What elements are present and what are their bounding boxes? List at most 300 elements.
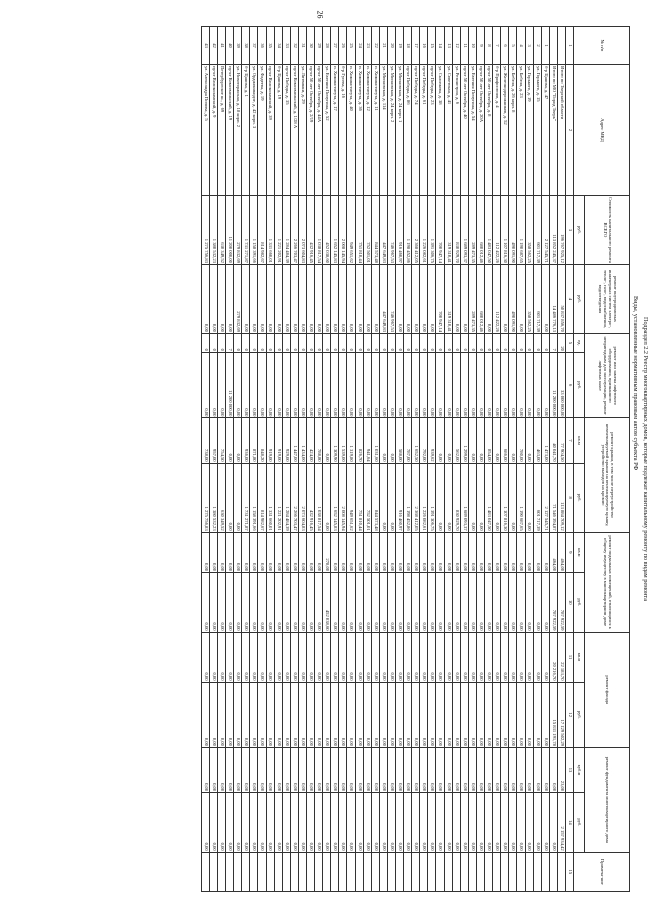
row-internal-systems: 112 422,26	[493, 264, 501, 333]
row-address: Итого по Тверской области	[557, 65, 565, 196]
unit-cell: ед.	[574, 333, 585, 352]
row-foundation-volume: 0,00	[485, 747, 493, 792]
row-elevator-cost: 0,00	[436, 352, 444, 417]
row-internal-systems: 0,00	[315, 264, 323, 333]
row-facade-area: 0,00	[201, 632, 209, 682]
row-elevator-count: 7	[226, 333, 234, 352]
row-number: 4	[517, 27, 525, 65]
table-row	[298, 27, 306, 892]
row-note	[476, 852, 484, 891]
row-elevator-cost: 0,00	[501, 352, 509, 417]
row-facade-area: 0,00	[444, 632, 452, 682]
row-roof-area: 941,64	[363, 418, 371, 463]
row-facade-cost: 0,00	[282, 682, 290, 747]
row-facade-area: 0,00	[234, 632, 242, 682]
row-number: 24	[355, 27, 363, 65]
row-total-cost: 112 422,26	[493, 195, 501, 264]
row-total-cost: 752 501,01	[363, 195, 371, 264]
header-num: № п/п	[574, 27, 630, 65]
row-number: 17	[412, 27, 420, 65]
row-foundation-volume: 0,00	[396, 747, 404, 792]
row-basement-area: 0,00	[379, 532, 387, 572]
row-note	[444, 852, 452, 891]
row-facade-cost: 0,00	[201, 682, 209, 747]
row-total-cost: 1 331 660,01	[266, 195, 274, 264]
row-number: 22	[371, 27, 379, 65]
table-row	[371, 27, 379, 892]
row-basement-cost: 0,00	[217, 573, 225, 632]
row-roof-cost: 2 008 145,94	[339, 463, 347, 532]
row-foundation-volume: 0,00	[452, 747, 460, 792]
row-roof-area: 826,70	[355, 418, 363, 463]
row-note	[298, 852, 306, 891]
row-facade-cost: 0,00	[242, 682, 250, 747]
row-facade-cost: 0,00	[266, 682, 274, 747]
row-elevator-cost: 0,00	[428, 352, 436, 417]
row-elevator-count: 0	[331, 333, 339, 352]
row-roof-area: 792,00	[420, 418, 428, 463]
row-internal-systems: 0,00	[323, 264, 331, 333]
table-total-row	[549, 27, 557, 892]
row-internal-systems: 0,00	[396, 264, 404, 333]
row-number: 18	[404, 27, 412, 65]
row-facade-area: 0,00	[517, 632, 525, 682]
row-elevator-count: 0	[379, 333, 387, 352]
row-number: 28	[323, 27, 331, 65]
row-foundation-cost: 0,00	[428, 793, 436, 852]
row-address: пр-кт Комсомольский, д. 1/28 А	[290, 65, 298, 196]
column-number: 3	[566, 195, 574, 264]
row-address: б-р Гусева, д. 16	[339, 65, 347, 196]
row-facade-area: 0,00	[347, 632, 355, 682]
row-total-cost: 319 310,41	[444, 195, 452, 264]
row-address: б-р Цанова, д. 19	[274, 65, 282, 196]
row-foundation-cost: 0,00	[226, 793, 234, 852]
unit-cell: кв.м	[574, 418, 585, 463]
row-internal-systems: 279 832,69	[234, 264, 242, 333]
row-foundation-cost: 0,00	[274, 793, 282, 852]
row-roof-cost: 752 501,01	[363, 463, 371, 532]
row-total-cost: 1 107 816,30	[501, 195, 509, 264]
row-number: 14	[436, 27, 444, 65]
header-internal-systems: ремонт внутридомовых инженерных систем электро-, тепло-, газо-, водоснабжения, водоотведения	[585, 264, 630, 333]
row-basement-area: 0,00	[428, 532, 436, 572]
row-roof-area: 957,00	[209, 418, 217, 463]
table-row	[217, 27, 225, 892]
row-total-cost: 680 012,46	[476, 195, 484, 264]
row-foundation-volume: 0,00	[444, 747, 452, 792]
header-total-cost: Стоимость капитального ремонта ВСЕГО	[585, 195, 630, 264]
row-elevator-cost: 0,00	[250, 352, 258, 417]
row-roof-cost: 0,00	[476, 463, 484, 532]
row-internal-systems: 0,00	[517, 264, 525, 333]
row-facade-area: 0,00	[428, 632, 436, 682]
table-row	[290, 27, 298, 892]
row-basement-area: 0,00	[468, 532, 476, 572]
row-roof-cost: 1 038 817,54	[315, 463, 323, 532]
row-note	[250, 852, 258, 891]
row-address: ул. Евгения Пичугина, д. 54	[468, 65, 476, 196]
row-internal-systems: 0,00	[201, 264, 209, 333]
row-address: п. Химинститута, д. 36	[355, 65, 363, 196]
table-row	[250, 27, 258, 892]
row-address: пр-кт 50 лет Октября, д. 8	[485, 65, 493, 196]
row-internal-systems: 447 649,83	[379, 264, 387, 333]
unit-cell: куб.м	[574, 747, 585, 792]
row-foundation-cost: 0,00	[242, 793, 250, 852]
row-number: 13	[444, 27, 452, 65]
row-note	[420, 852, 428, 891]
row-facade-cost: 0,00	[509, 682, 517, 747]
row-internal-systems: 0,00	[347, 264, 355, 333]
row-facade-area: 0,00	[387, 632, 395, 682]
row-internal-systems: 0,00	[371, 264, 379, 333]
row-total-cost: 196 767 925,12	[557, 195, 565, 264]
table-row	[428, 27, 436, 892]
row-address: ул. Склизкова, д. 38	[436, 65, 444, 196]
row-roof-cost: 1 226 082,61	[420, 463, 428, 532]
row-number: 31	[298, 27, 306, 65]
row-elevator-cost: 0,00	[525, 352, 533, 417]
row-total-cost: 1 380 532,23	[209, 195, 217, 264]
table-row	[274, 27, 282, 892]
row-internal-systems: 0,00	[217, 264, 225, 333]
row-internal-systems: 0,00	[242, 264, 250, 333]
unit-cell: руб.	[574, 352, 585, 417]
row-elevator-cost: 0,00	[290, 352, 298, 417]
row-basement-area: 0,00	[282, 532, 290, 572]
row-elevator-count: 0	[501, 333, 509, 352]
table-row	[347, 27, 355, 892]
row-basement-area: 0,00	[509, 532, 517, 572]
row-internal-systems: 0,00	[298, 264, 306, 333]
row-basement-cost: 0,00	[274, 573, 282, 632]
row-facade-area: 0,00	[258, 632, 266, 682]
row-total-cost: 746 967,53	[387, 195, 395, 264]
row-address: ул. Евгения Пичугина, д. 52	[323, 65, 331, 196]
row-elevator-count: 0	[298, 333, 306, 352]
row-number: 25	[347, 27, 355, 65]
row-basement-area: 0,00	[226, 532, 234, 572]
row-foundation-volume: 0,00	[412, 747, 420, 792]
row-facade-cost: 0,00	[307, 682, 315, 747]
row-number: 26	[339, 27, 347, 65]
row-address: ул. Московская, д. 24 корп. 1	[396, 65, 404, 196]
row-basement-cost: 0,00	[396, 573, 404, 632]
row-total-cost: 432 916,45	[307, 195, 315, 264]
row-number: 7	[493, 27, 501, 65]
row-address: пр-кт Победы, д. 61	[420, 65, 428, 196]
row-foundation-cost: 0,00	[355, 793, 363, 852]
row-internal-systems: 746 967,53	[387, 264, 395, 333]
row-internal-systems: 0,00	[250, 264, 258, 333]
row-foundation-volume: 23,00	[557, 747, 565, 792]
row-number: 1	[541, 27, 549, 65]
row-note	[501, 852, 509, 891]
row-roof-area: 780,00	[517, 418, 525, 463]
row-basement-cost: 0,00	[501, 573, 509, 632]
row-foundation-volume: 0,00	[387, 747, 395, 792]
row-basement-cost: 0,00	[517, 573, 525, 632]
row-elevator-cost: 0,00	[258, 352, 266, 417]
row-basement-cost: 0,00	[315, 573, 323, 632]
row-roof-cost: 1 107 816,30	[501, 463, 509, 532]
row-facade-cost: 0,00	[315, 682, 323, 747]
row-roof-cost: 601 717,39	[533, 463, 541, 532]
row-roof-area: 871,80	[250, 418, 258, 463]
row-roof-cost: 1 483 047,50	[485, 463, 493, 532]
row-basement-cost: 0,00	[404, 573, 412, 632]
column-number: 9	[566, 532, 574, 572]
row-roof-area: 787,00	[404, 418, 412, 463]
row-basement-cost: 0,00	[234, 573, 242, 632]
row-note	[557, 852, 565, 891]
row-facade-area: 0,00	[436, 632, 444, 682]
row-internal-systems: 0,00	[460, 264, 468, 333]
row-number: 3	[525, 27, 533, 65]
row-facade-area: 0,00	[371, 632, 379, 682]
row-facade-area: 0,00	[226, 632, 234, 682]
row-facade-area: 0,00	[363, 632, 371, 682]
row-total-cost: 1 284 484,39	[282, 195, 290, 264]
row-foundation-volume: 0,00	[420, 747, 428, 792]
row-facade-area: 0,00	[355, 632, 363, 682]
row-basement-area: 0,00	[250, 532, 258, 572]
row-foundation-volume: 0,00	[323, 747, 331, 792]
row-roof-area: 1 031,60	[371, 418, 379, 463]
row-roof-area: 1 473,00	[541, 418, 549, 463]
row-elevator-cost: 0,00	[274, 352, 282, 417]
row-foundation-cost: 0,00	[258, 793, 266, 852]
row-foundation-cost: 0,00	[250, 793, 258, 852]
row-roof-cost: 432 916,45	[307, 463, 315, 532]
table-row	[387, 27, 395, 892]
row-facade-area: 0,00	[315, 632, 323, 682]
row-basement-cost: 0,00	[444, 573, 452, 632]
row-internal-systems: 14 486 776,13	[549, 264, 557, 333]
column-number: 8	[566, 463, 574, 532]
row-internal-systems: 0,00	[282, 264, 290, 333]
row-roof-area: 919,00	[274, 418, 282, 463]
row-facade-area: 0,00	[331, 632, 339, 682]
row-internal-systems: 0,00	[541, 264, 549, 333]
row-address: ул. Резинстроя, д. 6	[452, 65, 460, 196]
row-note	[234, 852, 242, 891]
row-basement-area: 0,00	[412, 532, 420, 572]
row-internal-systems: 0,00	[274, 264, 282, 333]
row-number: 42	[209, 27, 217, 65]
row-roof-cost: 2 266 703,47	[290, 463, 298, 532]
row-number: 36	[258, 27, 266, 65]
row-total-cost: 1 652 145,83	[331, 195, 339, 264]
row-roof-cost: 1 190 687,65	[517, 463, 525, 532]
row-internal-systems: 0,00	[258, 264, 266, 333]
row-number: 35	[266, 27, 274, 65]
row-address: пр-кт 50 лет Октября, д. 20А	[476, 65, 484, 196]
row-foundation-volume: 0,00	[355, 747, 363, 792]
row-foundation-cost: 0,00	[234, 793, 242, 852]
row-facade-area: 0,00	[541, 632, 549, 682]
row-elevator-count: 0	[290, 333, 298, 352]
header-roof: ремонт крыши, в том числе переустройство невентилируемой крыши на вентилируемую крышу, устройство выходов на кровлю	[585, 418, 630, 532]
row-basement-area: 0,00	[485, 532, 493, 572]
row-roof-area: 463,00	[533, 418, 541, 463]
row-note	[460, 852, 468, 891]
row-basement-cost: 0,00	[242, 573, 250, 632]
row-elevator-cost: 0,00	[420, 352, 428, 417]
row-note	[226, 852, 234, 891]
row-basement-area: 0,00	[501, 532, 509, 572]
row-facade-area: 0,00	[476, 632, 484, 682]
row-foundation-volume: 0,00	[242, 747, 250, 792]
header-note: Примеча-ние	[574, 852, 630, 891]
row-elevator-cost: 0,00	[387, 352, 395, 417]
row-address: б-р Цанова, д. 1	[242, 65, 250, 196]
row-roof-cost: 1 689 093,37	[460, 463, 468, 532]
row-internal-systems: 0,00	[290, 264, 298, 333]
row-total-cost: 1 158 391,66	[250, 195, 258, 264]
row-facade-cost: 0,00	[468, 682, 476, 747]
row-address: ул. Бебеля, д. 23	[517, 65, 525, 196]
row-address: пр-кт 50 лет Октября, д. 2/19	[307, 65, 315, 196]
row-total-cost: 2 368 412,05	[412, 195, 420, 264]
row-roof-area: 0,00	[379, 418, 387, 463]
row-foundation-volume: 0,00	[274, 747, 282, 792]
row-facade-area: 22 183,70	[557, 632, 565, 682]
row-internal-systems: 289 473,35	[468, 264, 476, 333]
unit-cell: руб.	[574, 793, 585, 852]
row-basement-area: 0,00	[493, 532, 501, 572]
row-basement-area: 0,00	[371, 532, 379, 572]
row-basement-cost: 0,00	[201, 573, 209, 632]
row-internal-systems: 0,00	[485, 264, 493, 333]
table-row	[436, 27, 444, 892]
row-foundation-volume: 0,00	[371, 747, 379, 792]
row-facade-cost: 0,00	[501, 682, 509, 747]
row-total-cost: 2 008 145,94	[339, 195, 347, 264]
row-number: 16	[420, 27, 428, 65]
row-basement-area: 0,00	[347, 532, 355, 572]
table-row	[396, 27, 404, 892]
row-basement-area: 0,00	[217, 532, 225, 572]
row-elevator-cost: 0,00	[517, 352, 525, 417]
column-number: 14	[566, 793, 574, 852]
row-total-cost: 279 832,69	[234, 195, 242, 264]
row-roof-area: 0,00	[234, 418, 242, 463]
row-basement-cost: 0,00	[525, 573, 533, 632]
row-foundation-cost: 0,00	[217, 793, 225, 852]
row-total-cost: 916 460,97	[396, 195, 404, 264]
table-row	[201, 27, 209, 892]
row-note	[331, 852, 339, 891]
row-roof-area: 0,00	[444, 418, 452, 463]
row-note	[404, 852, 412, 891]
row-note	[339, 852, 347, 891]
row-number: 9	[476, 27, 484, 65]
unit-cell: кв.м	[574, 632, 585, 682]
table-row	[525, 27, 533, 892]
row-address: б-р Цанова, д. 47	[541, 65, 549, 196]
row-basement-cost: 787 922,59	[549, 573, 557, 632]
row-foundation-volume: 0,00	[404, 747, 412, 792]
row-total-cost: 1 275 756,83	[201, 195, 209, 264]
unit-cell: руб.	[574, 463, 585, 532]
row-foundation-volume: 0,00	[379, 747, 387, 792]
row-elevator-count: 0	[307, 333, 315, 352]
row-foundation-cost: 0,00	[436, 793, 444, 852]
row-number: 34	[274, 27, 282, 65]
row-total-cost: 700 947,14	[436, 195, 444, 264]
row-basement-cost: 0,00	[355, 573, 363, 632]
row-total-cost: 289 473,35	[468, 195, 476, 264]
row-roof-cost: 830 929,70	[452, 463, 460, 532]
row-note	[485, 852, 493, 891]
row-address: ул. Горького, д. 19	[525, 65, 533, 196]
row-foundation-volume: 0,00	[298, 747, 306, 792]
table-row	[234, 27, 242, 892]
row-foundation-cost: 0,00	[298, 793, 306, 852]
header-address: Адрес МКД	[574, 65, 630, 196]
row-note	[363, 852, 371, 891]
row-total-cost: 113 852 245,37	[549, 195, 557, 264]
row-facade-cost: 0,00	[476, 682, 484, 747]
row-foundation-cost: 0,00	[379, 793, 387, 852]
unit-cell: руб.	[574, 195, 585, 264]
row-elevator-cost: 0,00	[468, 352, 476, 417]
row-number: 8	[485, 27, 493, 65]
row-elevator-cost: 0,00	[315, 352, 323, 417]
row-basement-cost: 0,00	[420, 573, 428, 632]
row-foundation-volume: 0,00	[533, 747, 541, 792]
row-internal-systems: 0,00	[420, 264, 428, 333]
row-note	[493, 852, 501, 891]
unit-cell: руб.	[574, 573, 585, 632]
row-roof-cost: 1 380 532,23	[209, 463, 217, 532]
row-elevator-cost: 0,00	[201, 352, 209, 417]
row-facade-area: 0,00	[525, 632, 533, 682]
row-elevator-cost: 0,00	[298, 352, 306, 417]
unit-cell: руб.	[574, 682, 585, 747]
row-roof-cost: 0,00	[323, 463, 331, 532]
table-row	[452, 27, 460, 892]
row-elevator-count: 0	[404, 333, 412, 352]
row-number: 33	[282, 27, 290, 65]
row-roof-area: 686,00	[501, 418, 509, 463]
page-number: 26	[315, 10, 325, 19]
row-elevator-count: 0	[428, 333, 436, 352]
row-foundation-cost: 0,00	[476, 793, 484, 852]
table-row	[339, 27, 347, 892]
row-basement-cost: 0,00	[266, 573, 274, 632]
row-total-cost: 601 717,39	[533, 195, 541, 264]
row-foundation-volume: 0,00	[517, 747, 525, 792]
row-basement-cost: 0,00	[493, 573, 501, 632]
row-elevator-count: 20	[557, 333, 565, 352]
row-number: 30	[307, 27, 315, 65]
row-elevator-cost: 0,00	[282, 352, 290, 417]
row-address: ул. Советская, д. 41	[444, 65, 452, 196]
row-note	[323, 852, 331, 891]
header-basement: ремонт подвальных помещений, относящихся к общему имуществу в многоквартирном доме	[585, 532, 630, 632]
registry-table	[201, 26, 630, 892]
row-internal-systems: 0,00	[307, 264, 315, 333]
row-total-cost: 949 651,62	[347, 195, 355, 264]
row-basement-area: 0,00	[444, 532, 452, 572]
row-facade-cost: 0,00	[517, 682, 525, 747]
row-roof-area: 738,00	[201, 418, 209, 463]
row-elevator-count: 0	[201, 333, 209, 352]
row-basement-area: 0,00	[258, 532, 266, 572]
